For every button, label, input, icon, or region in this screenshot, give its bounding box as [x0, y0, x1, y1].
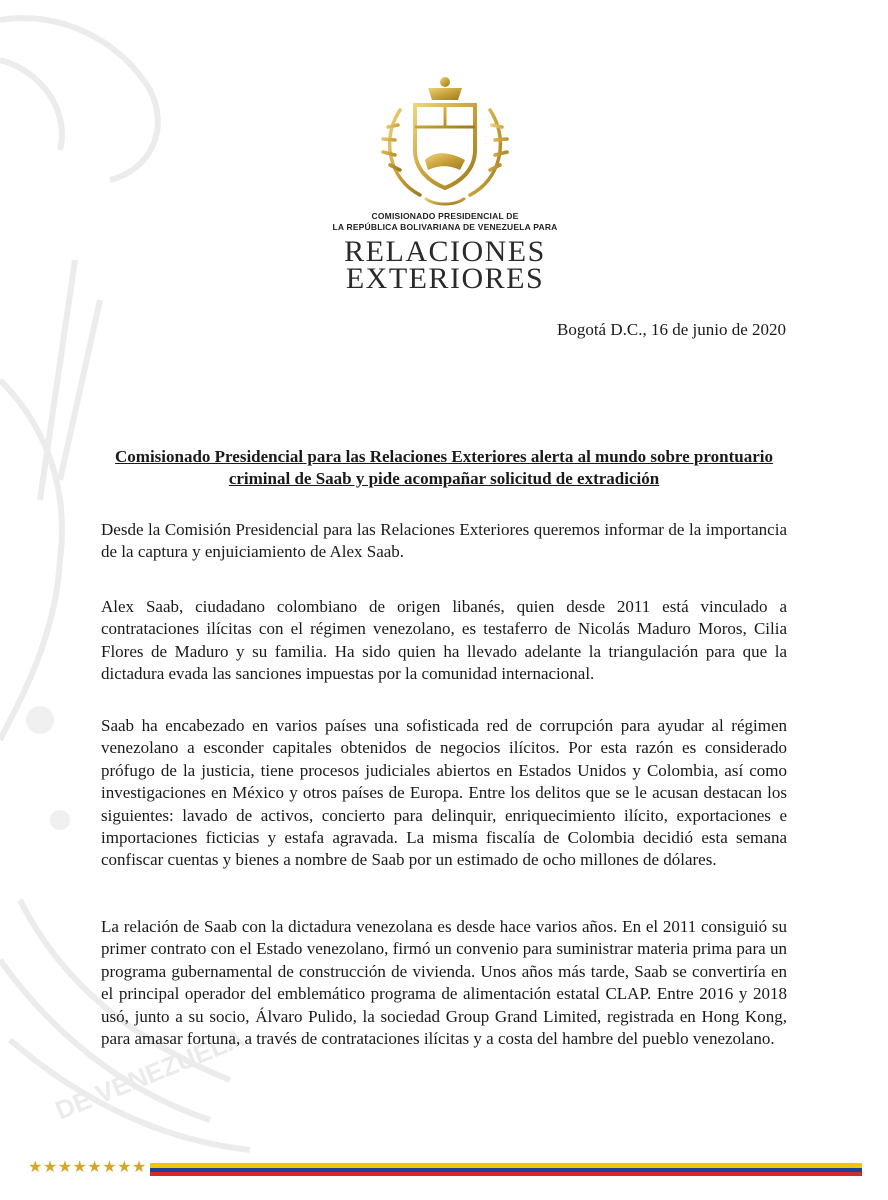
organization-name-large — [300, 235, 590, 295]
paragraph-1: Desde la Comisión Presidencial para las Relaciones Exteriores queremos informar de la importancia de la captura y enjuiciamiento de Alex Saab. — [101, 520, 787, 562]
venezuela-coat-of-arms-logo — [370, 70, 520, 215]
org-big-line-1: RELACIONES — [344, 235, 546, 268]
watermark-text: DE VENEZUELA — [51, 1022, 249, 1126]
organization-name-small — [330, 211, 560, 233]
document-title: Comisionado Presidencial para las Relaciones Exteriores alerta al mundo sobre prontuario criminal de Saab y pide acompañar solicitud de extradición — [115, 447, 773, 488]
flag-stripe-red — [150, 1172, 862, 1176]
org-line-2: LA REPÚBLICA BOLIVARIANA DE VENEZUELA PARA — [332, 222, 558, 232]
paragraph-3: Saab ha encabezado en varios países una sofisticada red de corrupción para ayudar al régimen venezolano a esconder capitales obtenidos de negocios ilícitos. Por esta razón es considerado prófugo de la justicia, tiene procesos judiciales abiertos en Estados Unidos y Colombia, así como investigaciones en México y otros países de Europa. Entre los delitos que se le acusan destacan los siguientes: lavado de activos, concierto para delinquir, enriquecimiento ilícito, exportaciones e importaciones ficticias y estafa agravada. La misma fiscalía de Colombia decidió esta semana confiscar cuentas y bienes a nombre de Saab por un estimado de ocho millones de dólares. — [101, 716, 787, 870]
document-date: Bogotá D.C., 16 de junio de 2020 — [556, 320, 786, 339]
paragraph-2: Alex Saab, ciudadano colombiano de origen libanés, quien desde 2011 está vinculado a contrataciones ilícitas con el régimen venezolano, es testaferro de Nicolás Maduro Moros, Cilia Flores de Maduro y su familia. Ha sido quien ha llevado adelante la triangulación para que la dictadura evada las sanciones impuestas por la comunidad internacional. — [101, 597, 787, 684]
paragraph-4: La relación de Saab con la dictadura venezolana es desde hace varios años. En el 2011 consiguió su primer contrato con el Estado venezolano, firmó un convenio para suministrar materia prima para un programa gubernamental de construcción de vivienda. Unos años más tarde, Saab se convertiría en el principal operador del emblemático programa de alimentación estatal CLAP. Entre 2016 y 2018 usó, junto a su socio, Álvaro Pulido, la sociedad Group Grand Limited, registrada en Hong Kong, para amasar fortuna, a través de contrataciones ilícitas y a costa del hambre del pueblo venezolano. — [101, 917, 787, 1049]
org-line-1: COMISIONADO PRESIDENCIAL DE — [371, 211, 519, 221]
footer-stars-icon: ★★★★★★★★ — [28, 1157, 147, 1176]
org-big-line-2: EXTERIORES — [345, 262, 545, 295]
